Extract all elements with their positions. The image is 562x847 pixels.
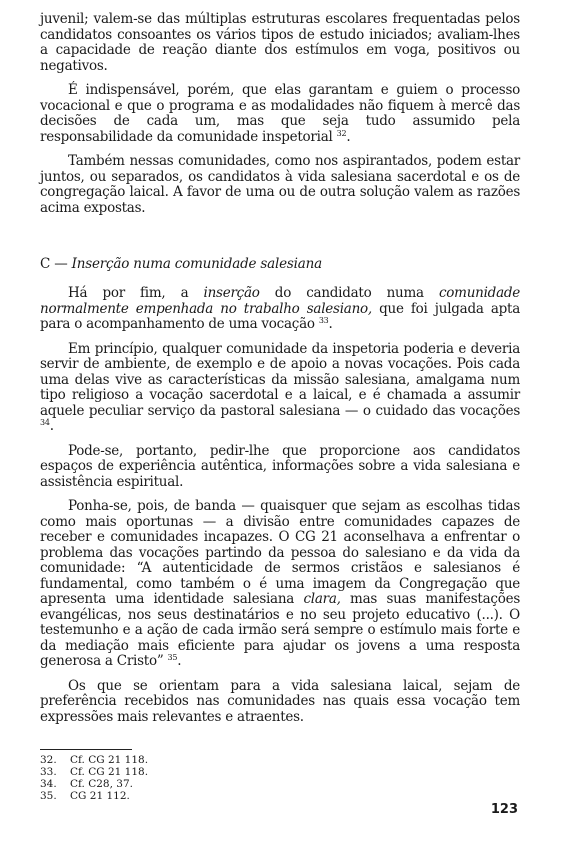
footnote-text: CG 21 112.	[70, 790, 130, 802]
paragraph-4-italic-comunidade: comunidade normalmente empenhada no trabalho salesiano,	[40, 285, 521, 317]
footnote-item	[40, 754, 520, 766]
paragraph-3	[40, 154, 520, 216]
section-heading	[40, 256, 520, 272]
paragraph-4-text-a: Há por fim, a	[68, 285, 204, 301]
paragraph-7	[40, 499, 520, 670]
footnote-text: Cf. C28, 37.	[70, 778, 133, 790]
page-number: 123	[490, 802, 518, 817]
footnote-number: 33.	[40, 766, 57, 778]
paragraph-6	[40, 444, 520, 491]
footnote-item	[40, 790, 520, 802]
paragraph-4-italic-insercao: inserção	[203, 285, 260, 301]
paragraph-1-text: juvenil; valem-se das múltiplas estruturas escolares frequentadas pelos candidatos consoantes os vários tipos de estudo iniciados; avaliam-lhes a capacidade de reação diante dos estímulos em voga, positivos ou negativos.	[40, 11, 520, 74]
paragraph-4	[40, 286, 520, 333]
paragraph-2-end: .	[346, 128, 351, 145]
paragraph-8-text: Os que se orientam para a vida salesiana laical, sejam de preferência recebidos nas comunidades nas quais essa vocação tem expressões mais relevantes e atraentes.	[40, 677, 520, 725]
paragraph-5-text: Em princípio, qualquer comunidade da inspetoria poderia e deveria servir de ambiente, de exemplo e de apoio a novas vocações. Pois cada uma delas vive as características da missão salesiana, amalgama num tipo religioso a vocação sacerdotal e a laical, e é chamada a assumir aquele peculiar serviço da pastoral salesiana — o cuidado das vocações	[40, 340, 520, 419]
footnote-number: 32.	[40, 754, 57, 766]
paragraph-6-text: Pode-se, portanto, pedir-lhe que proporcione aos candidatos espaços de experiência autêntica, informações sobre a vida salesiana e assistência espiritual.	[40, 442, 520, 490]
paragraph-1	[40, 12, 520, 74]
paragraph-7-text-a: Ponha-se, pois, de banda — quaisquer que sejam as escolhas tidas como mais oportunas — a divisão entre comunidades capazes de receber e comunidades incapazes. O CG 21 aconselhava a enfrentar o problema das vocações partindo da pessoa do salesiano e da vida da comunidade: “A autenticidade de sermos cristãos e salesianos é fundamental, como também o é uma imagem da Congregação que apresenta uma identidade salesiana	[40, 498, 520, 607]
paragraph-4-text-e: que foi julgada apta para o acompanhamento de uma vocação	[40, 300, 520, 332]
section-title: Inserção numa comunidade salesiana	[71, 256, 322, 272]
paragraph-3-text: Também nessas comunidades, como nos aspirantados, podem estar juntos, ou separados, os candidatos à vida salesiana sacerdotal e os de congregação laical. A favor de uma ou de outra solução valem as razões acima expostas.	[40, 153, 520, 216]
footnote-divider	[40, 749, 132, 750]
footnote-ref-32[interactable]: 32	[336, 128, 347, 138]
document-page	[40, 12, 520, 802]
footnote-item	[40, 766, 520, 778]
paragraph-5	[40, 342, 520, 435]
footnote-number: 34.	[40, 778, 57, 790]
footnote-number: 35.	[40, 790, 57, 802]
paragraph-5-end: .	[49, 418, 54, 434]
footnotes-list	[40, 754, 520, 802]
footnote-ref-33[interactable]: 33	[318, 316, 329, 325]
paragraph-7-end: .	[177, 653, 182, 669]
paragraph-7-text-c: mas suas manifestações evangélicas, nos seus destinatários e no seu projeto educativo (...). O testemunho e a ação de cada irmão será sempre o estímulo mais forte e da mediação mais eficiente para ajudar os jovens a uma resposta generosa a Cristo”	[40, 591, 520, 669]
footnote-text: Cf. CG 21 118.	[70, 766, 149, 778]
footnote-text: Cf. CG 21 118.	[70, 754, 149, 766]
paragraph-7-italic-clara: clara,	[303, 591, 341, 607]
paragraph-2	[40, 83, 520, 145]
footnote-item	[40, 778, 520, 790]
footnote-ref-35[interactable]: 35	[167, 653, 178, 662]
section-prefix: C —	[40, 256, 72, 272]
paragraph-4-end: .	[328, 316, 333, 332]
paragraph-2-text: É indispensável, porém, que elas garantam e guiem o processo vocacional e que o programa e as modalidades não fiquem à mercê das decisões de cada um, mas que seja tudo assumido pela responsabilidade da comunidade inspetorial	[40, 82, 520, 145]
paragraph-8	[40, 679, 520, 726]
footnote-ref-34[interactable]: 34	[40, 418, 50, 427]
paragraph-4-text-c: do candidato numa	[259, 285, 439, 301]
